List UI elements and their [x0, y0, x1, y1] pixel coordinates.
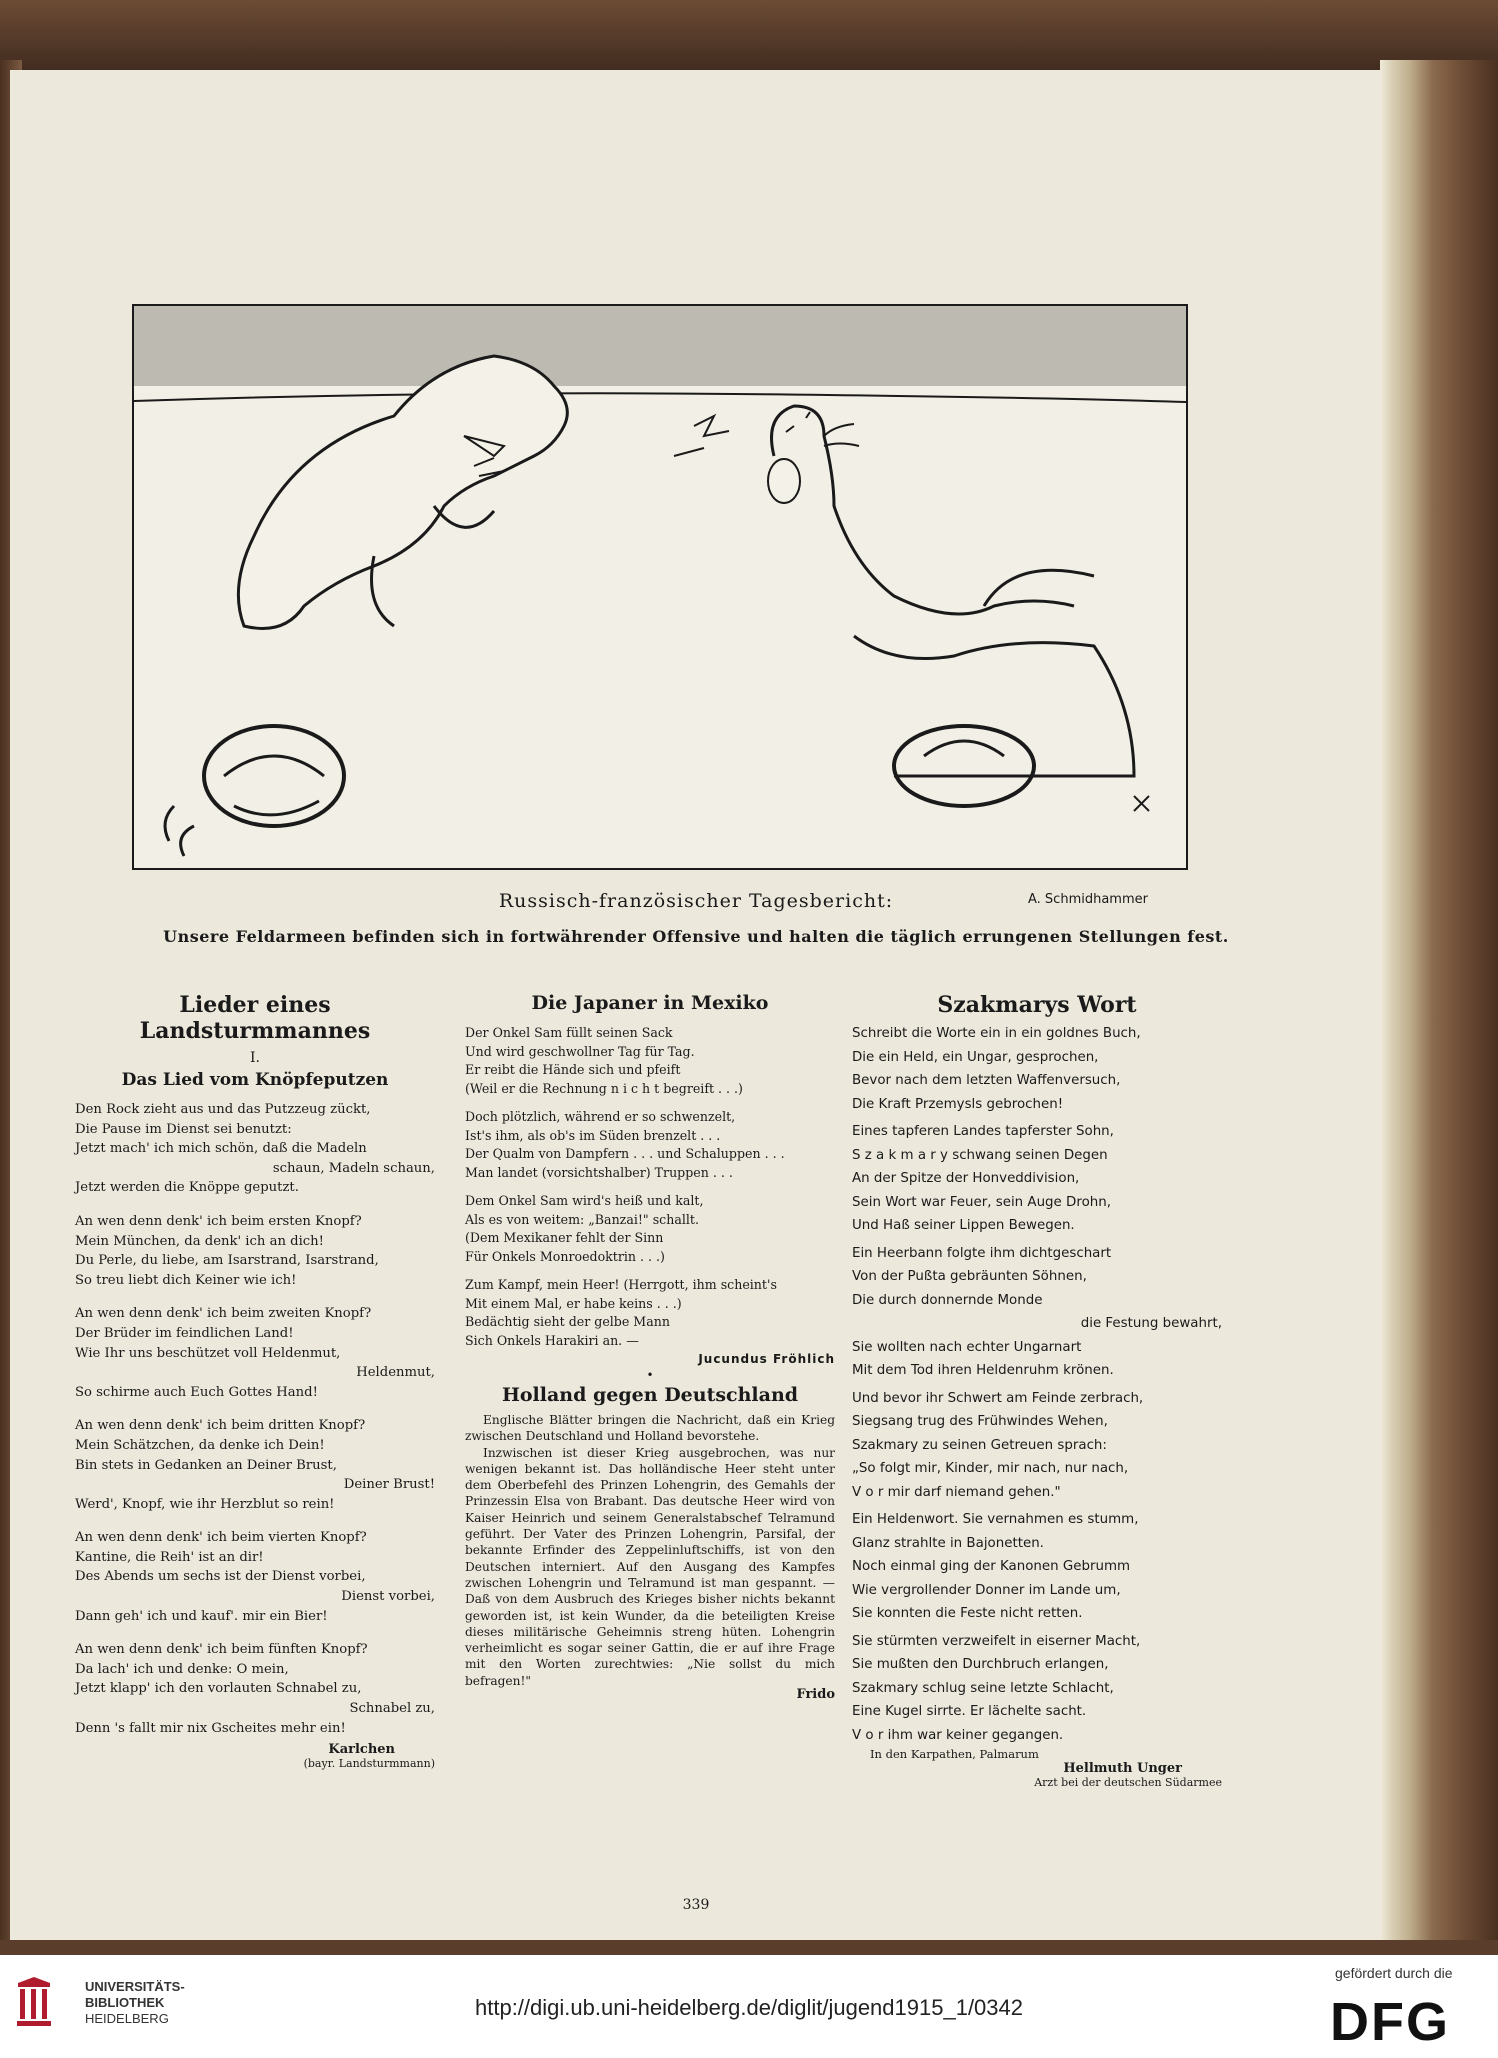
poem-title: Szakmarys Wort: [937, 992, 1137, 1018]
stanza: Doch plötzlich, während er so schwenzelt, Ist's ihm, als ob's im Süden brenzelt . . . Der Qualm von Dampfern . . . und Schaluppen . . . Man landet (vorsichtshalber) Truppen . . .: [465, 1109, 785, 1180]
article-body: Englische Blätter bringen die Nachricht, daß ein Krieg zwischen Deutschland und Holland bevorstehe. Inzwischen ist dieser Krieg ausgebrochen, was nur wenigen bekannt ist. Das holländische Heer steht unter dem Oberbefehl des Prinzen Lohengrin, des Gemahls der Prinzessin Elsa von Brabant. Das deutsche Heer wird von Kaiser Heinrich und seinem Generalstabschef Telramund geführt. Der Vater des Prinzen Lohengrin, Parsifal, der bekannte Erfinder des Zeppelinluftschiffs, ist von den Deutschen interniert. Auf den Ausgang des Kampfes zwischen Lohengrin und Telramund ist man gespannt. — Daß von dem Ausbruch des Krieges bisher nichts bekannt geworden ist, ist kein Wunder, da die beteiligten Kreise dieses militärische Geheimnis streng hüten. Lohengrin verheimlicht es sogar seiner Gattin, die er auf ihre Frage mit den Worten zurechtwies: „Nie sollst du mich befragen!": [465, 1413, 835, 1688]
poem-place: In den Karpathen, Palmarum: [870, 1747, 1039, 1761]
cartoon-artist: A. Schmidhammer: [1028, 892, 1148, 907]
funding-label: gefördert durch die: [1335, 1965, 1453, 1981]
stanza: Dem Onkel Sam wird's heiß und kalt, Als es von weitem: „Banzai!" schallt. (Dem Mexikaner fehlt der Sinn Für Onkels Monroedoktrin . . .): [465, 1193, 704, 1264]
stanza: Sie stürmten verzweifelt in eiserner Macht, Sie mußten den Durchbruch erlangen, Szakmary schlug seine letzte Schlacht, Eine Kugel sirrte. Er lächelte sacht. V o r ihm war keiner gegangen.: [852, 1633, 1141, 1743]
cartoon-subcaption: Unsere Feldarmeen befinden sich in fortwährender Offensive und halten die täglich errungenen Stellungen fest.: [163, 927, 1229, 946]
stanza: Und bevor ihr Schwert am Feinde zerbrach, Siegsang trug des Frühwindes Wehen, Szakmary zu seinen Getreuen sprach: „So folgt mir, Kinder, mir nach, nur nach, V o r mir darf niemand gehen.": [852, 1390, 1144, 1500]
university-library-name[interactable]: UNIVERSITÄTS- BIBLIOTHEK HEIDELBERG: [85, 1979, 185, 2026]
poem-author: Hellmuth Unger: [1063, 1761, 1182, 1776]
cartoon-illustration: [132, 304, 1188, 870]
stanza: An wen denn denk' ich beim ersten Knopf? Mein München, da denk' ich an dich! Du Perle, du liebe, am Isarstrand, Isarstrand, So treu liebt dich Keiner wie ich!: [75, 1213, 379, 1288]
stanza: An wen denn denk' ich beim fünften Knopf? Da lach' ich und denke: O mein, Jetzt klapp' ich den vorlauten Schnabel zu, Schnabel zu, Denn 's fallt mir nix Gscheites mehr ein!: [75, 1642, 435, 1736]
page-number: 339: [682, 1897, 710, 1913]
poem-author-note: (bayr. Landsturmmann): [303, 1757, 435, 1771]
dfg-logo[interactable]: DFG: [1330, 1992, 1450, 2052]
poem-column-right: [852, 992, 1222, 1789]
stanza: An wen denn denk' ich beim zweiten Knopf? Der Brüder im feindlichen Land! Wie Ihr uns beschützet voll Heldenmut, Heldenmut, So schirme auch Euch Gottes Hand!: [75, 1306, 435, 1400]
book-page-edges: [1380, 60, 1498, 1940]
cartoon-caption: Russisch-französischer Tagesbericht:: [498, 890, 894, 912]
poem-title: Lieder eines Landsturmmannes: [139, 992, 371, 1044]
cartoon-drawing: [134, 306, 1186, 868]
poem-column-left: [75, 992, 435, 1770]
stanza: Eines tapferen Landes tapferster Sohn, S z a k m a r y schwang seinen Degen An der Spitze der Honveddivision, Sein Wort war Feuer, sein Auge Drohn, Und Haß seiner Lippen Bewegen.: [852, 1124, 1114, 1233]
poem-author: Karlchen: [328, 1742, 395, 1758]
book-binding-top: [0, 0, 1498, 75]
poem-column-middle: [465, 992, 835, 1702]
poem-part: I.: [250, 1050, 260, 1066]
stanza: Zum Kampf, mein Heer! (Herrgott, ihm scheint's Mit einem Mal, er habe keins . . .) Bedächtig sieht der gelbe Mann Sich Onkels Harakiri an. —: [465, 1277, 777, 1348]
poem-author-note: Arzt bei der deutschen Südarmee: [1034, 1776, 1222, 1789]
poem-author: Jucundus Fröhlich: [698, 1352, 835, 1366]
stanza: Der Onkel Sam füllt seinen Sack Und wird geschwollner Tag für Tag. Er reibt die Hände sich und pfeift (Weil er die Rechnung n i c h t begreift . . .): [465, 1025, 743, 1096]
document-url[interactable]: http://digi.ub.uni-heidelberg.de/diglit/jugend1915_1/0342: [475, 1995, 1023, 2020]
stanza: Ein Heerbann folgte ihm dichtgeschart Von der Pußta gebräunten Söhnen, Die durch donnernde Monde die Festung bewahrt, Sie wollten nach echter Ungarnart Mit dem Tod ihren Heldenruhm krönen.: [852, 1245, 1222, 1378]
stanza: An wen denn denk' ich beim dritten Knopf? Mein Schätzchen, da denke ich Dein! Bin stets in Gedanken an Deiner Brust, Deiner Brust! Werd', Knopf, wie ihr Herzblut so rein!: [75, 1418, 435, 1512]
article-title: Holland gegen Deutschland: [501, 1384, 799, 1406]
stanza: Ein Heldenwort. Sie vernahmen es stumm, Glanz strahlte in Bajonetten. Noch einmal ging der Kanonen Gebrumm Wie vergrollender Donner im Lande um, Sie konnten die Feste nicht retten.: [852, 1512, 1139, 1621]
viewer-footer: [0, 1955, 1498, 2058]
poem-subtitle: Das Lied vom Knöpfeputzen: [121, 1070, 389, 1090]
magazine-page: [10, 70, 1382, 1940]
article-author: Frido: [796, 1687, 835, 1703]
stanza: Schreibt die Worte ein in ein goldnes Buch, Die ein Held, ein Ungar, gesprochen, Bevor nach dem letzten Waffenversuch, Die Kraft Przemysls gebrochen!: [852, 1026, 1141, 1112]
poem-title: Die Japaner in Mexiko: [531, 992, 769, 1014]
separator-dot: •: [646, 1368, 654, 1382]
stanza: An wen denn denk' ich beim vierten Knopf? Kantine, die Reih' ist an dir! Des Abends um sechs ist der Dienst vorbei, Dienst vorbei, Dann geh' ich und kauf'. mir ein Bier!: [75, 1530, 435, 1624]
stanza: Den Rock zieht aus und das Putzzeug zückt, Die Pause im Dienst sei benutzt: Jetzt mach' ich mich schön, daß die Madeln schaun, Madeln schaun, Jetzt werden die Knöppe geputzt.: [75, 1102, 435, 1196]
